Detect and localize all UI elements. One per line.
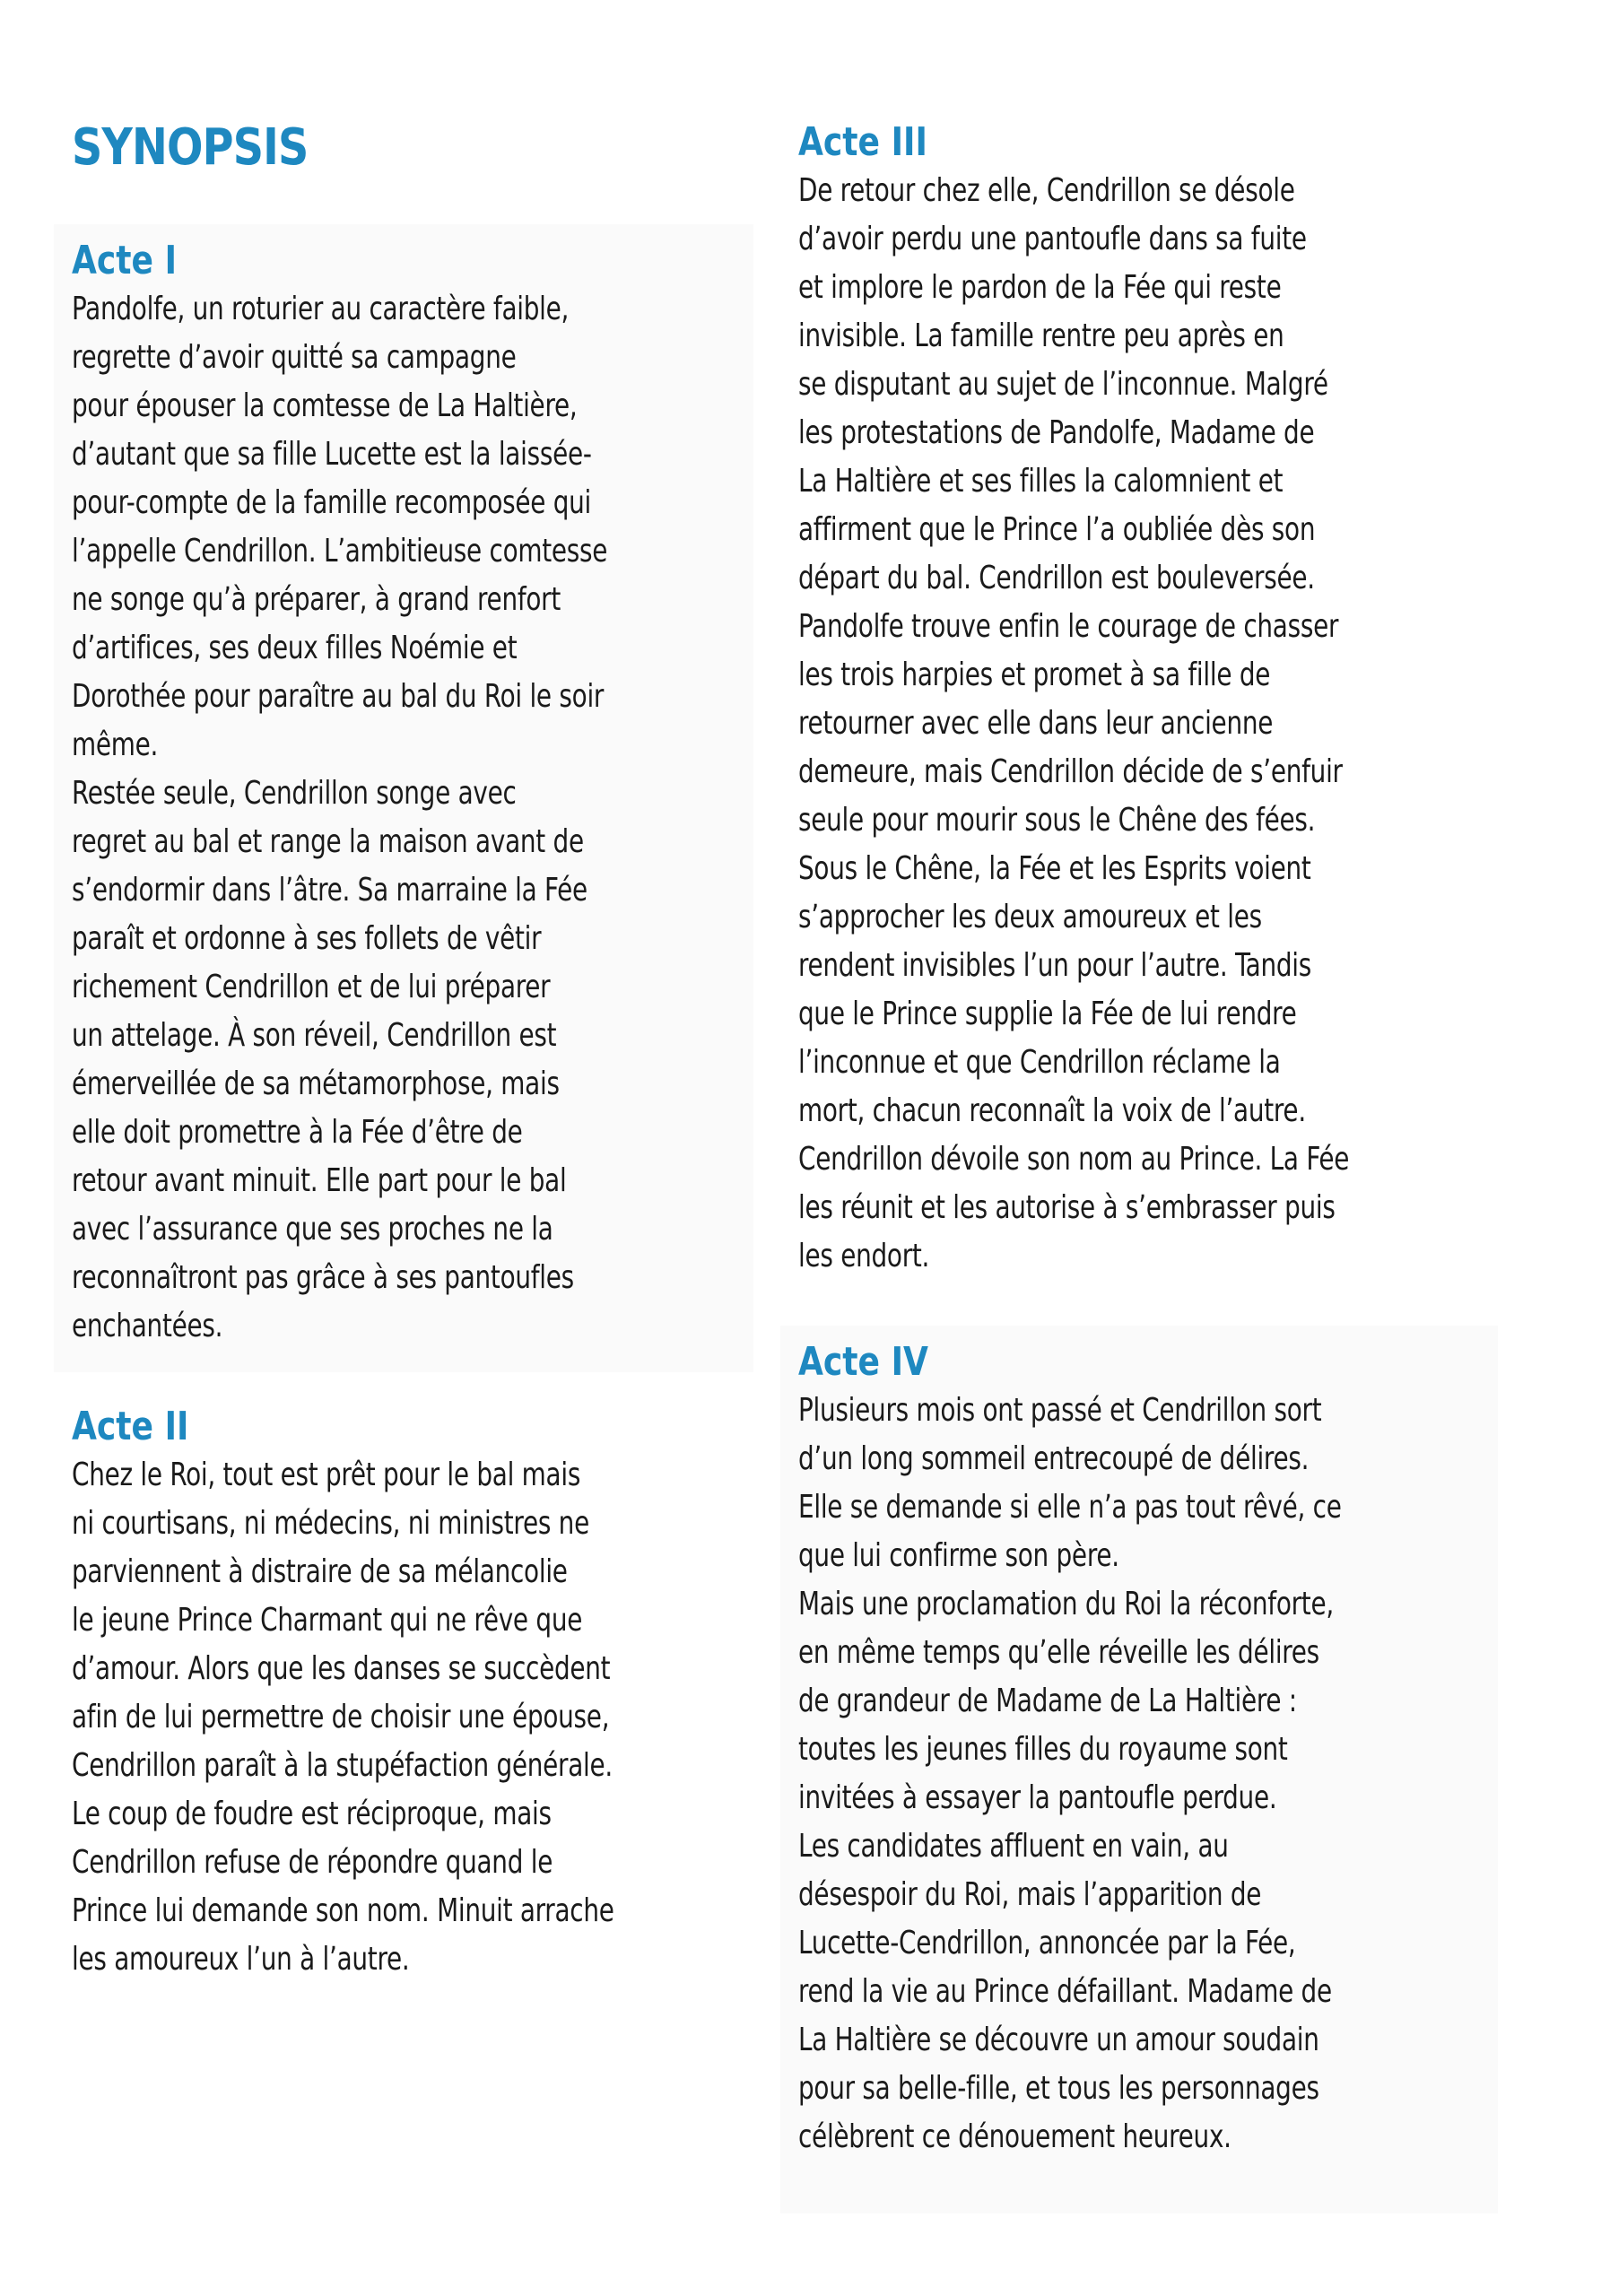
act-3-section — [780, 118, 1498, 1302]
act-3-heading: Acte III — [798, 119, 927, 165]
act-2-heading: Acte II — [72, 1404, 189, 1449]
act-4-heading: Acte IV — [798, 1339, 928, 1385]
act-3-text: De retour chez elle, Cendrillon se désole d’avoir perdu une pantoufle dans sa fuite et implore le pardon de la Fée qui reste invisible. La famille rentre peu après en se disputant au sujet de l’inconnue. Malgré les protestations de Pandolfe, Madame de La Haltière et ses filles la calomnient et affirment que le Prince l’a oubliée dès son départ du bal. Cendrillon est bouleversée. Pandolfe trouve enfin le courage de chasser les trois harpies et promet à sa fille de retourner avec elle dans leur ancienne demeure, mais Cendrillon décide de s’enfuir seule pour mourir sous le Chêne des fées. Sous le Chêne, la Fée et les Esprits voient s’approcher les deux amoureux et les rendent invisibles l’un pour l’autre. Tandis que le Prince supplie la Fée de lui rendre l’inconnue et que Cendrillon réclame la mort, chacun reconnaît la voix de l’autre. Cendrillon dévoile son nom au Prince. La Fée les réunit et les autorise à s’embrasser puis les endort. — [798, 172, 1350, 1274]
page-title: SYNOPSIS — [72, 118, 309, 177]
act-1-text: Pandolfe, un roturier au caractère faible, regrette d’avoir quitté sa campagne pour épouser la comtesse de La Haltière, d’autant que sa fille Lucette est la laissée- pour-compte de la famille recomposée qui l’appelle Cendrillon. L’ambitieuse comtesse ne songe qu’à préparer, à grand renfort d’artifices, ses deux filles Noémie et Dorothée pour paraître au bal du Roi le soir même. Restée seule, Cendrillon songe avec regret au bal et range la maison avant de s’endormir dans l’âtre. Sa marraine la Fée paraît et ordonne à ses follets de vêtir richement Cendrillon et de lui préparer un attelage. À son réveil, Cendrillon est émerveillée de sa métamorphose, mais elle doit promettre à la Fée d’être de retour avant minuit. Elle part pour le bal avec l’assurance que ses proches ne la reconnaîtront pas grâce à ses pantoufles enchantées. — [72, 291, 608, 1344]
act-2-text: Chez le Roi, tout est prêt pour le bal mais ni courtisans, ni médecins, ni ministres ne parviennent à distraire de sa mélancolie le jeune Prince Charmant qui ne rêve que d’amour. Alors que les danses se succèdent afin de lui permettre de choisir une épouse, Cendrillon paraît à la stupéfaction générale. Le coup de foudre est réciproque, mais Cendrillon refuse de répondre quand le Prince lui demande son nom. Minuit arrache les amoureux l’un à l’autre. — [72, 1457, 614, 1978]
act-2-section — [54, 1390, 753, 2036]
act-1-heading: Acte I — [72, 238, 178, 283]
act-4-text: Plusieurs mois ont passé et Cendrillon sort d’un long sommeil entrecoupé de délires. Elle se demande si elle n’a pas tout rêvé, ce que lui confirme son père. Mais une proclamation du Roi la réconforte, en même temps qu’elle réveille les délires de grandeur de Madame de La Haltière : toutes les jeunes filles du royaume sont invitées à essayer la pantoufle perdue. Les candidates affluent en vain, au désespoir du Roi, mais l’apparition de Lucette-Cendrillon, annoncée par la Fée, rend la vie au Prince défaillant. Madame de La Haltière se découvre un amour soudain pour sa belle-fille, et tous les personnages célèbrent ce dénouement heureux. — [798, 1392, 1342, 2155]
act-4-section — [780, 1326, 1498, 2213]
act-1-section — [54, 224, 753, 1372]
